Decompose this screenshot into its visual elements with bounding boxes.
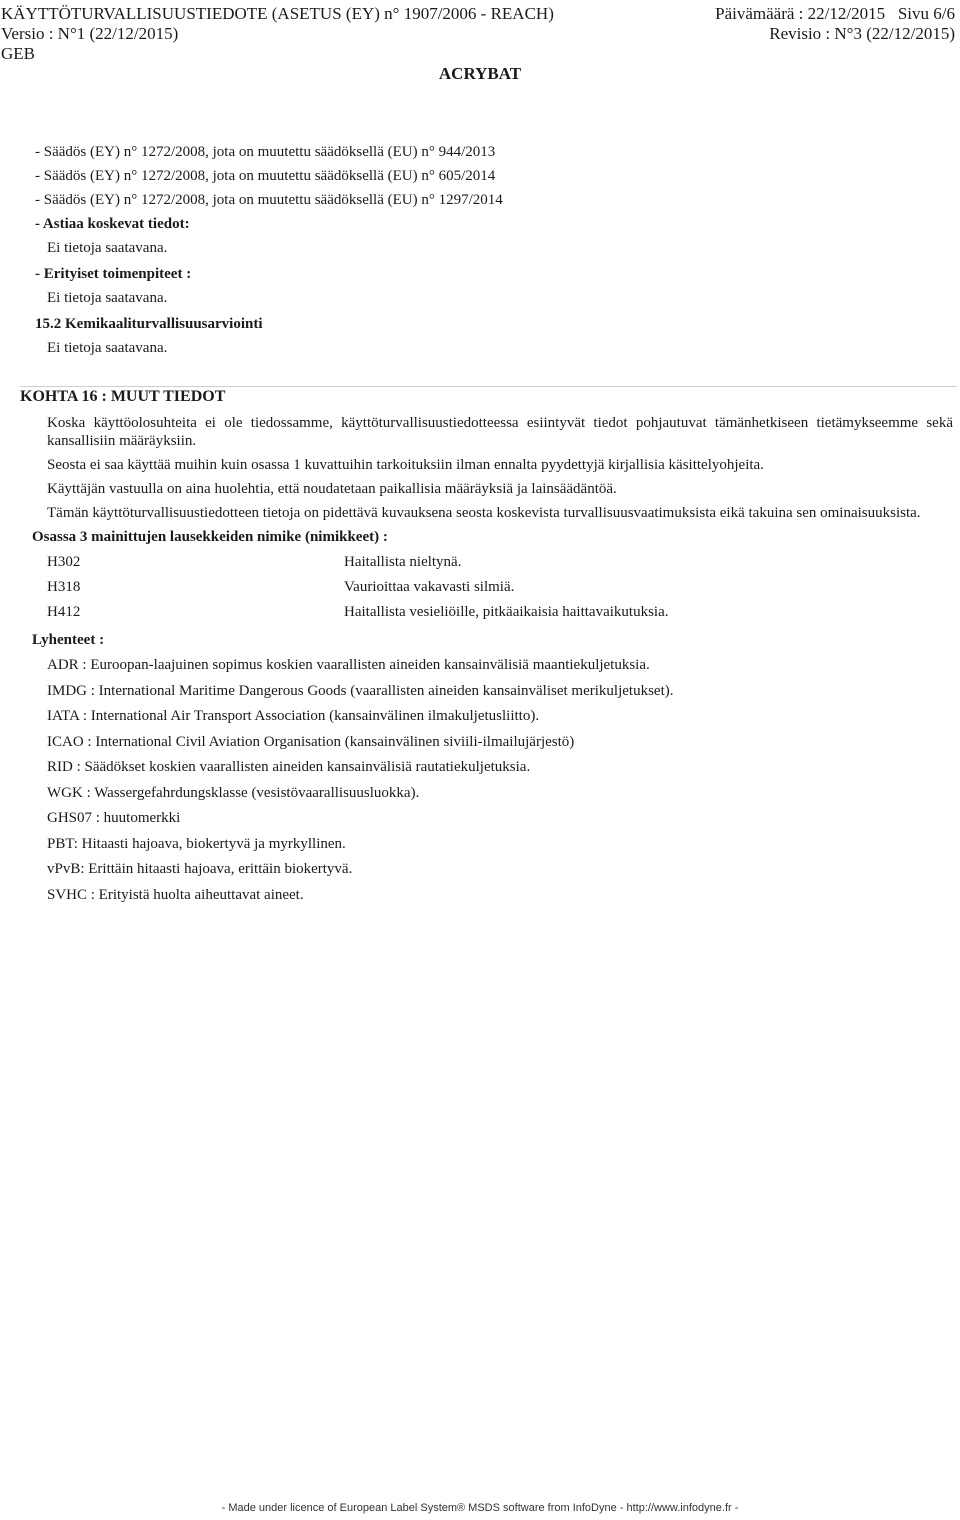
abbreviations-heading: Lyhenteet : bbox=[32, 632, 105, 648]
abbreviation-item: WGK : Wassergefahrdungsklasse (vesistövaarallisuusluokka). bbox=[47, 784, 420, 801]
product-name: ACRYBAT bbox=[438, 64, 522, 83]
chemical-safety-assessment-text: Ei tietoja saatavana. bbox=[47, 340, 168, 356]
section-15-continued bbox=[35, 143, 953, 363]
footer-credit: - Made under licence of European Label System® MSDS software from InfoDyne - http://www.infodyne.fr - bbox=[221, 1502, 739, 1514]
hazard-code: H318 bbox=[47, 579, 81, 595]
header-row-1 bbox=[1, 4, 955, 24]
abbreviation-item: IATA : International Air Transport Association (kansainvälinen ilmakuljetusliitto). bbox=[47, 708, 540, 724]
abbreviation-item: ICAO : International Civil Aviation Organisation (kansainvälinen siviili-ilmailujärjestö) bbox=[47, 733, 575, 750]
hazard-code: H412 bbox=[47, 604, 81, 620]
abbreviation-item: PBT: Hitaasti hajoava, biokertyvä ja myrkyllinen. bbox=[47, 835, 346, 852]
hazard-phrase-row bbox=[20, 603, 953, 628]
special-measures-text: Ei tietoja saatavana. bbox=[47, 290, 168, 306]
header-row-3 bbox=[1, 44, 955, 64]
document-header bbox=[1, 4, 955, 64]
header-row-2 bbox=[1, 24, 955, 44]
revision: Revisio : N°3 (22/12/2015) bbox=[769, 24, 955, 43]
hazard-phrases-heading: Osassa 3 mainittujen lausekkeiden nimike (nimikkeet) : bbox=[32, 529, 388, 545]
regulation-line: - Säädös (EY) n° 1272/2008, jota on muutettu säädöksellä (EU) n° 1297/2014 bbox=[35, 192, 503, 208]
abbreviation-item: ADR : Euroopan-laajuinen sopimus koskien vaarallisten aineiden kansainvälisiä maantiekuljetuksia. bbox=[47, 657, 650, 673]
abbreviation-item: SVHC : Erityistä huolta aiheuttavat aineet. bbox=[47, 886, 304, 903]
section-16 bbox=[20, 388, 953, 911]
container-info-text: Ei tietoja saatavana. bbox=[47, 240, 168, 256]
company-code: GEB bbox=[1, 44, 35, 63]
paragraph: Käyttäjän vastuulla on aina huolehtia, että noudatetaan paikallisia määräyksiä ja lainsäädäntöä. bbox=[47, 481, 617, 497]
paragraph: Tämän käyttöturvallisuustiedotteen tietoja on pidettävä kuvauksena seosta koskevista turvallisuusvaatimuksista eikä takuina sen ominaisuuksista. bbox=[47, 505, 921, 521]
hazard-code: H302 bbox=[47, 554, 81, 570]
hazard-text: Haitallista nieltynä. bbox=[344, 554, 462, 570]
abbreviation-item: RID : Säädökset koskien vaarallisten aineiden kansainvälisiä rautatiekuljetuksia. bbox=[47, 759, 531, 775]
hazard-phrase-row bbox=[20, 578, 953, 603]
container-info-heading: - Astiaa koskevat tiedot: bbox=[35, 216, 190, 232]
abbreviation-item: vPvB: Erittäin hitaasti hajoava, erittäin biokertyvä. bbox=[47, 861, 353, 877]
regulation-line: - Säädös (EY) n° 1272/2008, jota on muutettu säädöksellä (EU) n° 944/2013 bbox=[35, 144, 496, 160]
hazard-text: Haitallista vesieliöille, pitkäaikaisia haittavaikutuksia. bbox=[344, 604, 669, 620]
document-title: KÄYTTÖTURVALLISUUSTIEDOTE (ASETUS (EY) n° 1907/2006 - REACH) bbox=[1, 4, 554, 23]
chemical-safety-assessment-heading: 15.2 Kemikaaliturvallisuusarviointi bbox=[35, 316, 263, 332]
hazard-phrase-row bbox=[20, 553, 953, 578]
abbreviation-item: IMDG : International Maritime Dangerous Goods (vaarallisten aineiden kansainväliset merikuljetukset). bbox=[47, 682, 674, 699]
paragraph: Seosta ei saa käyttää muihin kuin osassa 1 kuvattuihin tarkoituksiin ilman ennalta pyydettyjä kirjallisia käsittelyohjeita. bbox=[47, 457, 764, 473]
special-measures-heading: - Erityiset toimenpiteet : bbox=[35, 266, 192, 282]
issue-date: Päivämäärä : 22/12/2015 bbox=[715, 4, 886, 23]
version: Versio : N°1 (22/12/2015) bbox=[1, 24, 179, 43]
hazard-text: Vaurioittaa vakavasti silmiä. bbox=[344, 579, 515, 595]
regulation-line: - Säädös (EY) n° 1272/2008, jota on muutettu säädöksellä (EU) n° 605/2014 bbox=[35, 168, 496, 184]
page-number: Sivu 6/6 bbox=[897, 4, 955, 23]
paragraph: Koska käyttöolosuhteita ei ole tiedossamme, käyttöturvallisuustiedotteessa esiintyvät tiedot pohjautuvat tämänhetkiseen tietämykseemme sekä kansallisiin määräyksiin. bbox=[47, 415, 953, 449]
section-divider bbox=[20, 386, 957, 387]
section-16-title: KOHTA 16 : MUUT TIEDOT bbox=[20, 388, 226, 405]
date-and-page bbox=[715, 4, 955, 24]
abbreviation-item: GHS07 : huutomerkki bbox=[47, 810, 181, 826]
